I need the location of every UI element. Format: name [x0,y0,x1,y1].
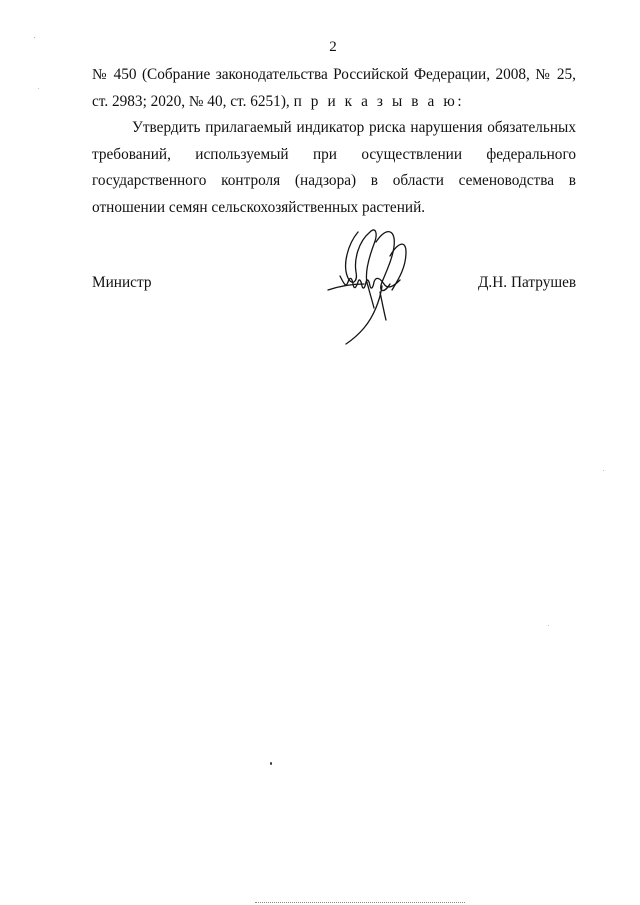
scan-speck [603,470,604,471]
scan-speck [34,37,35,38]
paragraph-legal-reference [92,62,576,115]
order-keyword: п р и к а з ы в а ю: [293,92,465,110]
signatory-title: Министр [92,274,152,291]
signatory-name: Д.Н. Патрушев [478,274,577,291]
page-number: 2 [329,39,337,55]
scan-speck [548,625,549,626]
scan-speck [38,88,39,89]
paragraph-order-content: Утвердить прилагаемый индикатор риска нарушения обязательных требований, используемый при осуществлении федерального государственного контроля (надзора) в области семеноводства в отношении семян сельскохозяйственных растений. [92,119,576,216]
scan-speck [270,762,272,765]
handwritten-signature-icon [318,220,418,350]
paragraph-legal-reference-text: № 450 (Собрание законодательства Российской Федерации, 2008, № 25, ст. 2983; 2020, № 40, ст. 6251), [92,66,576,110]
scan-edge-artifact [255,902,465,903]
